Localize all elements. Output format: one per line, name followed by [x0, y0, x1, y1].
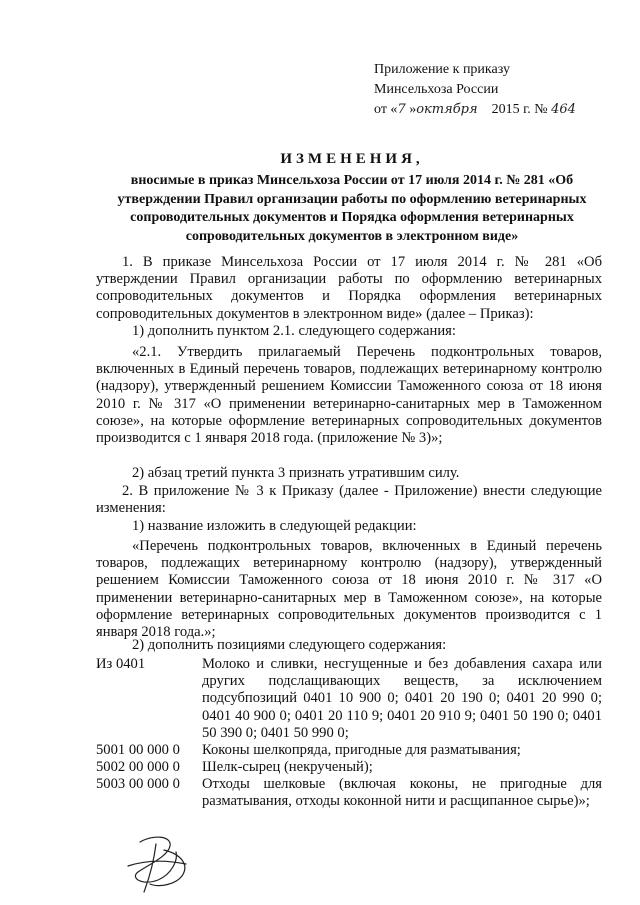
position-description: Отходы шелковые (включая коконы, не пригодные для разматывания, отходы коконной нити и расщипанное сырье)»; [202, 776, 602, 810]
annex-block [374, 60, 576, 120]
paragraph-1-item-2: 2) абзац третий пункта 3 признать утратившим силу. [132, 465, 460, 481]
position-description: Молоко и сливки, несгущенные и без добавления сахара или других подслащивающих веществ, за исключением подсубпозиций 0401 10 900 0; 0401 20 190 0; 0401 20 990 0; 0401 40 900 0; 0401 20 110 9; 0401 20 910 9; 0401 50 190 0; 0401 50 390 0; 0401 50 990 0; [202, 656, 602, 741]
annex-date-line [374, 100, 576, 120]
annex-month-handwritten: октября [416, 102, 478, 117]
position-code: 5001 00 000 0 [96, 742, 180, 758]
position-description: Шелк-сырец (некрученый); [202, 759, 373, 775]
paragraph-2-item-1: 1) название изложить в следующей редакции: [132, 518, 417, 534]
paragraph-2-item-1-quote: «Перечень подконтрольных товаров, включенных в Единый перечень товаров, подлежащих ветеринарному контролю (надзору), утвержденный решением Комиссии Таможенного союза от 18 июня 2010 г. № 317 «О применении ветеринарно-санитарных мер в Таможенном союзе», на которые оформление ветеринарных сопроводительных документов производится с 1 января 2018 года.»; [96, 538, 602, 641]
annex-date-prefix: от « [374, 102, 398, 117]
position-code: 5002 00 000 0 [96, 759, 180, 775]
annex-line-1: Приложение к приказу [374, 62, 510, 77]
position-description: Коконы шелкопряда, пригодные для разматывания; [202, 742, 521, 758]
annex-day-handwritten: 7 [397, 102, 406, 117]
paragraph-1: 1. В приказе Минсельхоза России от 17 июля 2014 г. № 281 «Об утверждении Правил организации работы по оформлению ветеринарных сопроводительных документов и Порядка оформления ветеринарных сопроводительных документов в электронном виде» (далее – Приказ): [96, 254, 602, 322]
paragraph-1-item-1: 1) дополнить пунктом 2.1. следующего содержания: [132, 323, 456, 339]
annex-year: 2015 г. № [491, 102, 548, 117]
annex-number-handwritten: 464 [551, 102, 576, 117]
annex-date-mid: » [409, 102, 417, 117]
document-heading: ИЗМЕНЕНИЯ, [280, 151, 424, 167]
paragraph-1-item-1-quote: «2.1. Утвердить прилагаемый Перечень подконтрольных товаров, включенных в Единый перечень товаров, подлежащих ветеринарному контролю (надзору), утвержденный решением Комиссии Таможенного союза от 18 июня 2010 г. № 317 «О применении ветеринарно-санитарных мер в Таможенном союзе», на которые оформление ветеринарных сопроводительных документов производится с 1 января 2018 года. (приложение № 3)»; [96, 344, 602, 447]
document-subtitle: вносимые в приказ Минсельхоза России от 17 июля 2014 г. № 281 «Об утверждении Правил организации работы по оформлению ветеринарных сопроводительных документов и Порядка оформления ветеринарных сопроводительных документов в электронном виде» [117, 173, 587, 244]
paragraph-2-item-2: 2) дополнить позициями следующего содержания: [132, 637, 447, 653]
position-code: Из 0401 [96, 656, 146, 672]
annex-line-2: Минсельхоза России [374, 82, 499, 97]
paragraph-2: 2. В приложение № 3 к Приказу (далее - Приложение) внести следующие изменения: [96, 483, 602, 517]
position-code: 5003 00 000 0 [96, 776, 180, 792]
signature-scribble [120, 830, 210, 900]
